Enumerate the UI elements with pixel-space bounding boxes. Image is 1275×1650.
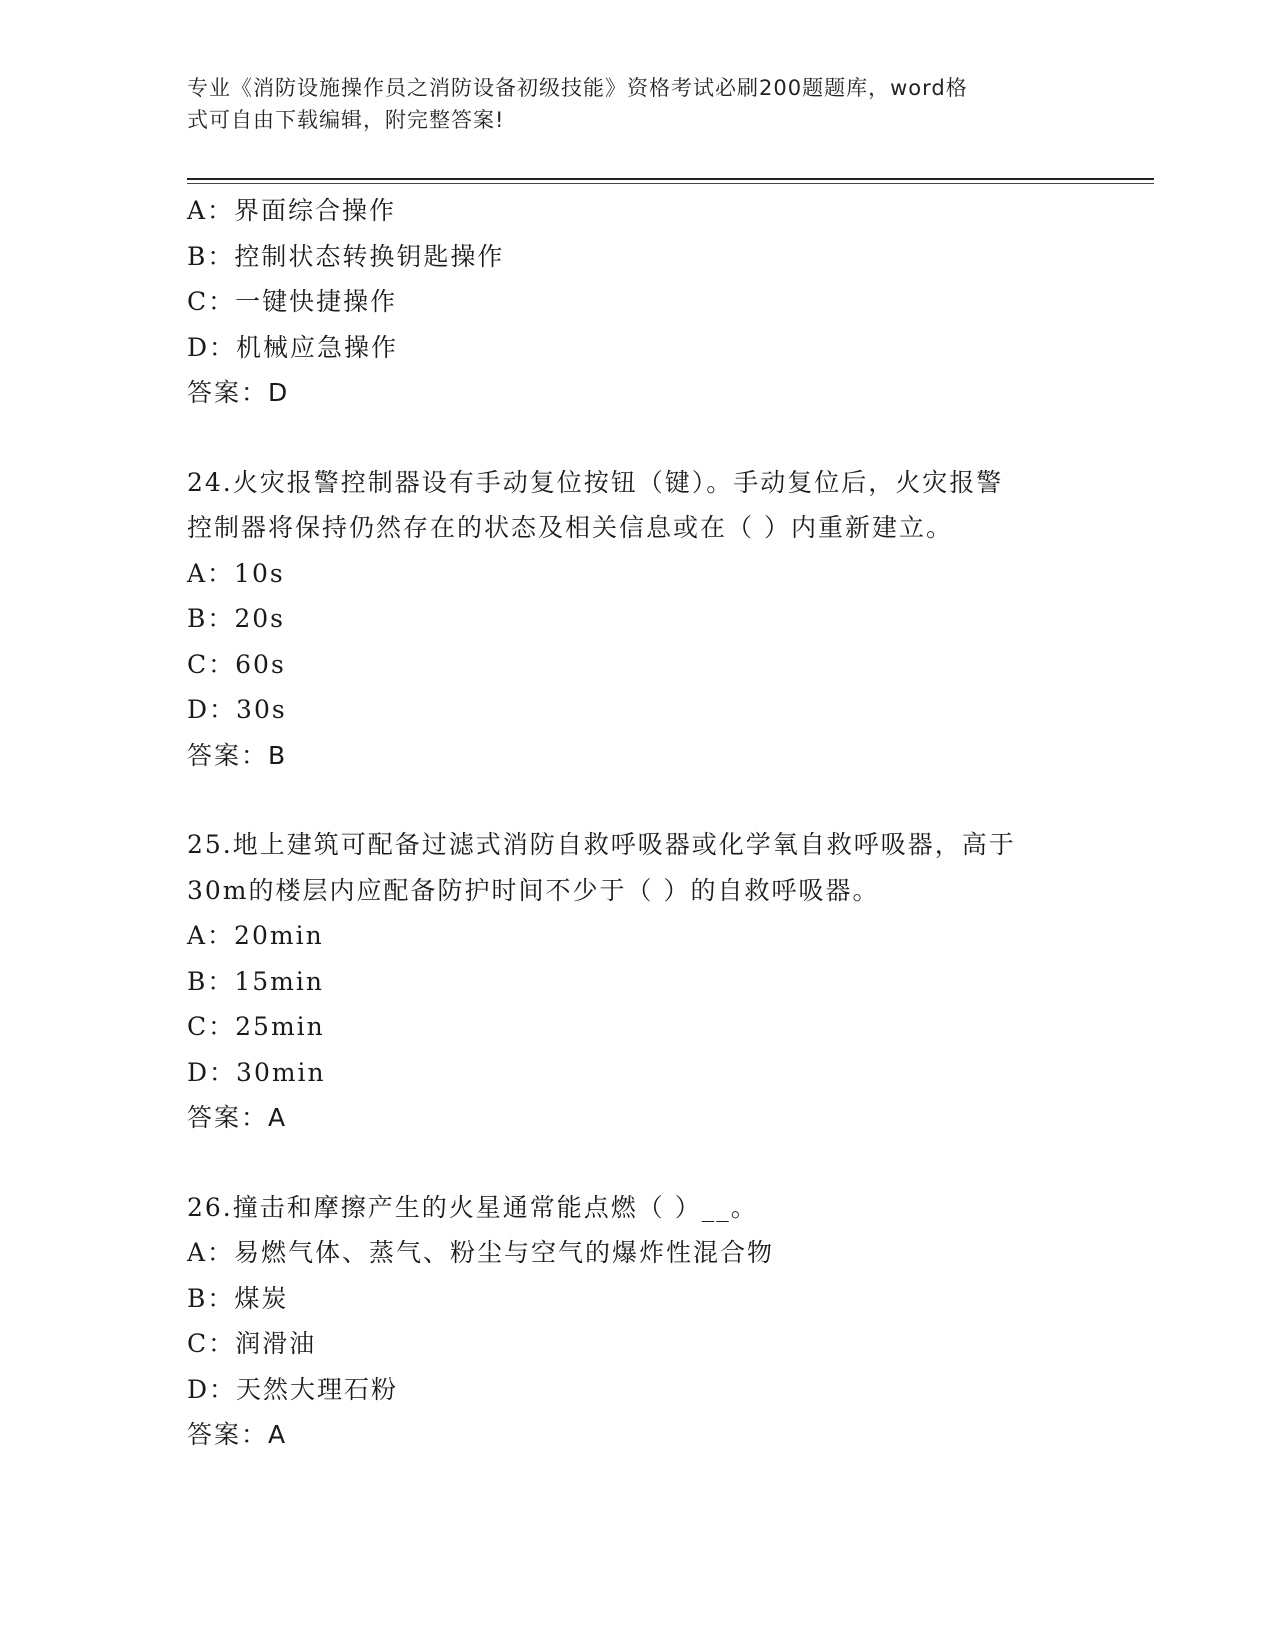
answer: 答案：B xyxy=(187,740,288,770)
header-divider-thick xyxy=(187,178,1154,180)
option-c: C：一键快捷操作 xyxy=(187,287,398,316)
header-line-1: 专业《消防设施操作员之消防设备初级技能》资格考试必刷200题题库，word格 xyxy=(187,76,968,100)
option-b: B：控制状态转换钥匙操作 xyxy=(187,241,505,271)
option-b: B：20s xyxy=(187,604,286,633)
option-a: A：易燃气体、蒸气、粉尘与空气的爆炸性混合物 xyxy=(187,1238,775,1267)
option-c: C：25min xyxy=(187,1012,325,1041)
option-a: A：10s xyxy=(187,558,285,588)
question-stem-line-2: 30m的楼层内应配备防护时间不少于（ ）的自救呼吸器。 xyxy=(187,875,880,905)
question-26 xyxy=(187,1185,1087,1458)
option-d: D：30s xyxy=(187,695,287,724)
option-d: D：30min xyxy=(187,1057,326,1087)
option-c: C：60s xyxy=(187,649,286,679)
question-stem-line-1: 26.撞击和摩擦产生的火星通常能点燃（ ）__。 xyxy=(187,1192,758,1222)
answer: 答案：D xyxy=(187,378,290,407)
option-d: D：机械应急操作 xyxy=(187,332,399,362)
question-24 xyxy=(187,460,1087,779)
option-b: B：煤炭 xyxy=(187,1283,289,1313)
answer: 答案：A xyxy=(187,1420,288,1449)
option-a: A：界面综合操作 xyxy=(187,196,397,225)
option-c: C：润滑油 xyxy=(187,1329,317,1358)
question-list xyxy=(187,188,1087,1458)
header-divider-thin xyxy=(187,183,1154,184)
option-a: A：20min xyxy=(187,921,324,950)
question-stem-line-2: 控制器将保持仍然存在的状态及相关信息或在（ ）内重新建立。 xyxy=(187,513,953,542)
option-b: B：15min xyxy=(187,966,324,996)
question-25 xyxy=(187,822,1087,1141)
option-d: D：天然大理石粉 xyxy=(187,1374,399,1404)
answer: 答案：A xyxy=(187,1103,288,1132)
document-header xyxy=(187,72,1067,136)
question-stem-line-1: 24.火灾报警控制器设有手动复位按钮（键）。手动复位后，火灾报警 xyxy=(187,467,1004,497)
header-line-2: 式可自由下载编辑，附完整答案! xyxy=(187,108,505,132)
question-23 xyxy=(187,188,1087,416)
question-stem-line-1: 25.地上建筑可配备过滤式消防自救呼吸器或化学氧自救呼吸器，高于 xyxy=(187,830,1016,859)
